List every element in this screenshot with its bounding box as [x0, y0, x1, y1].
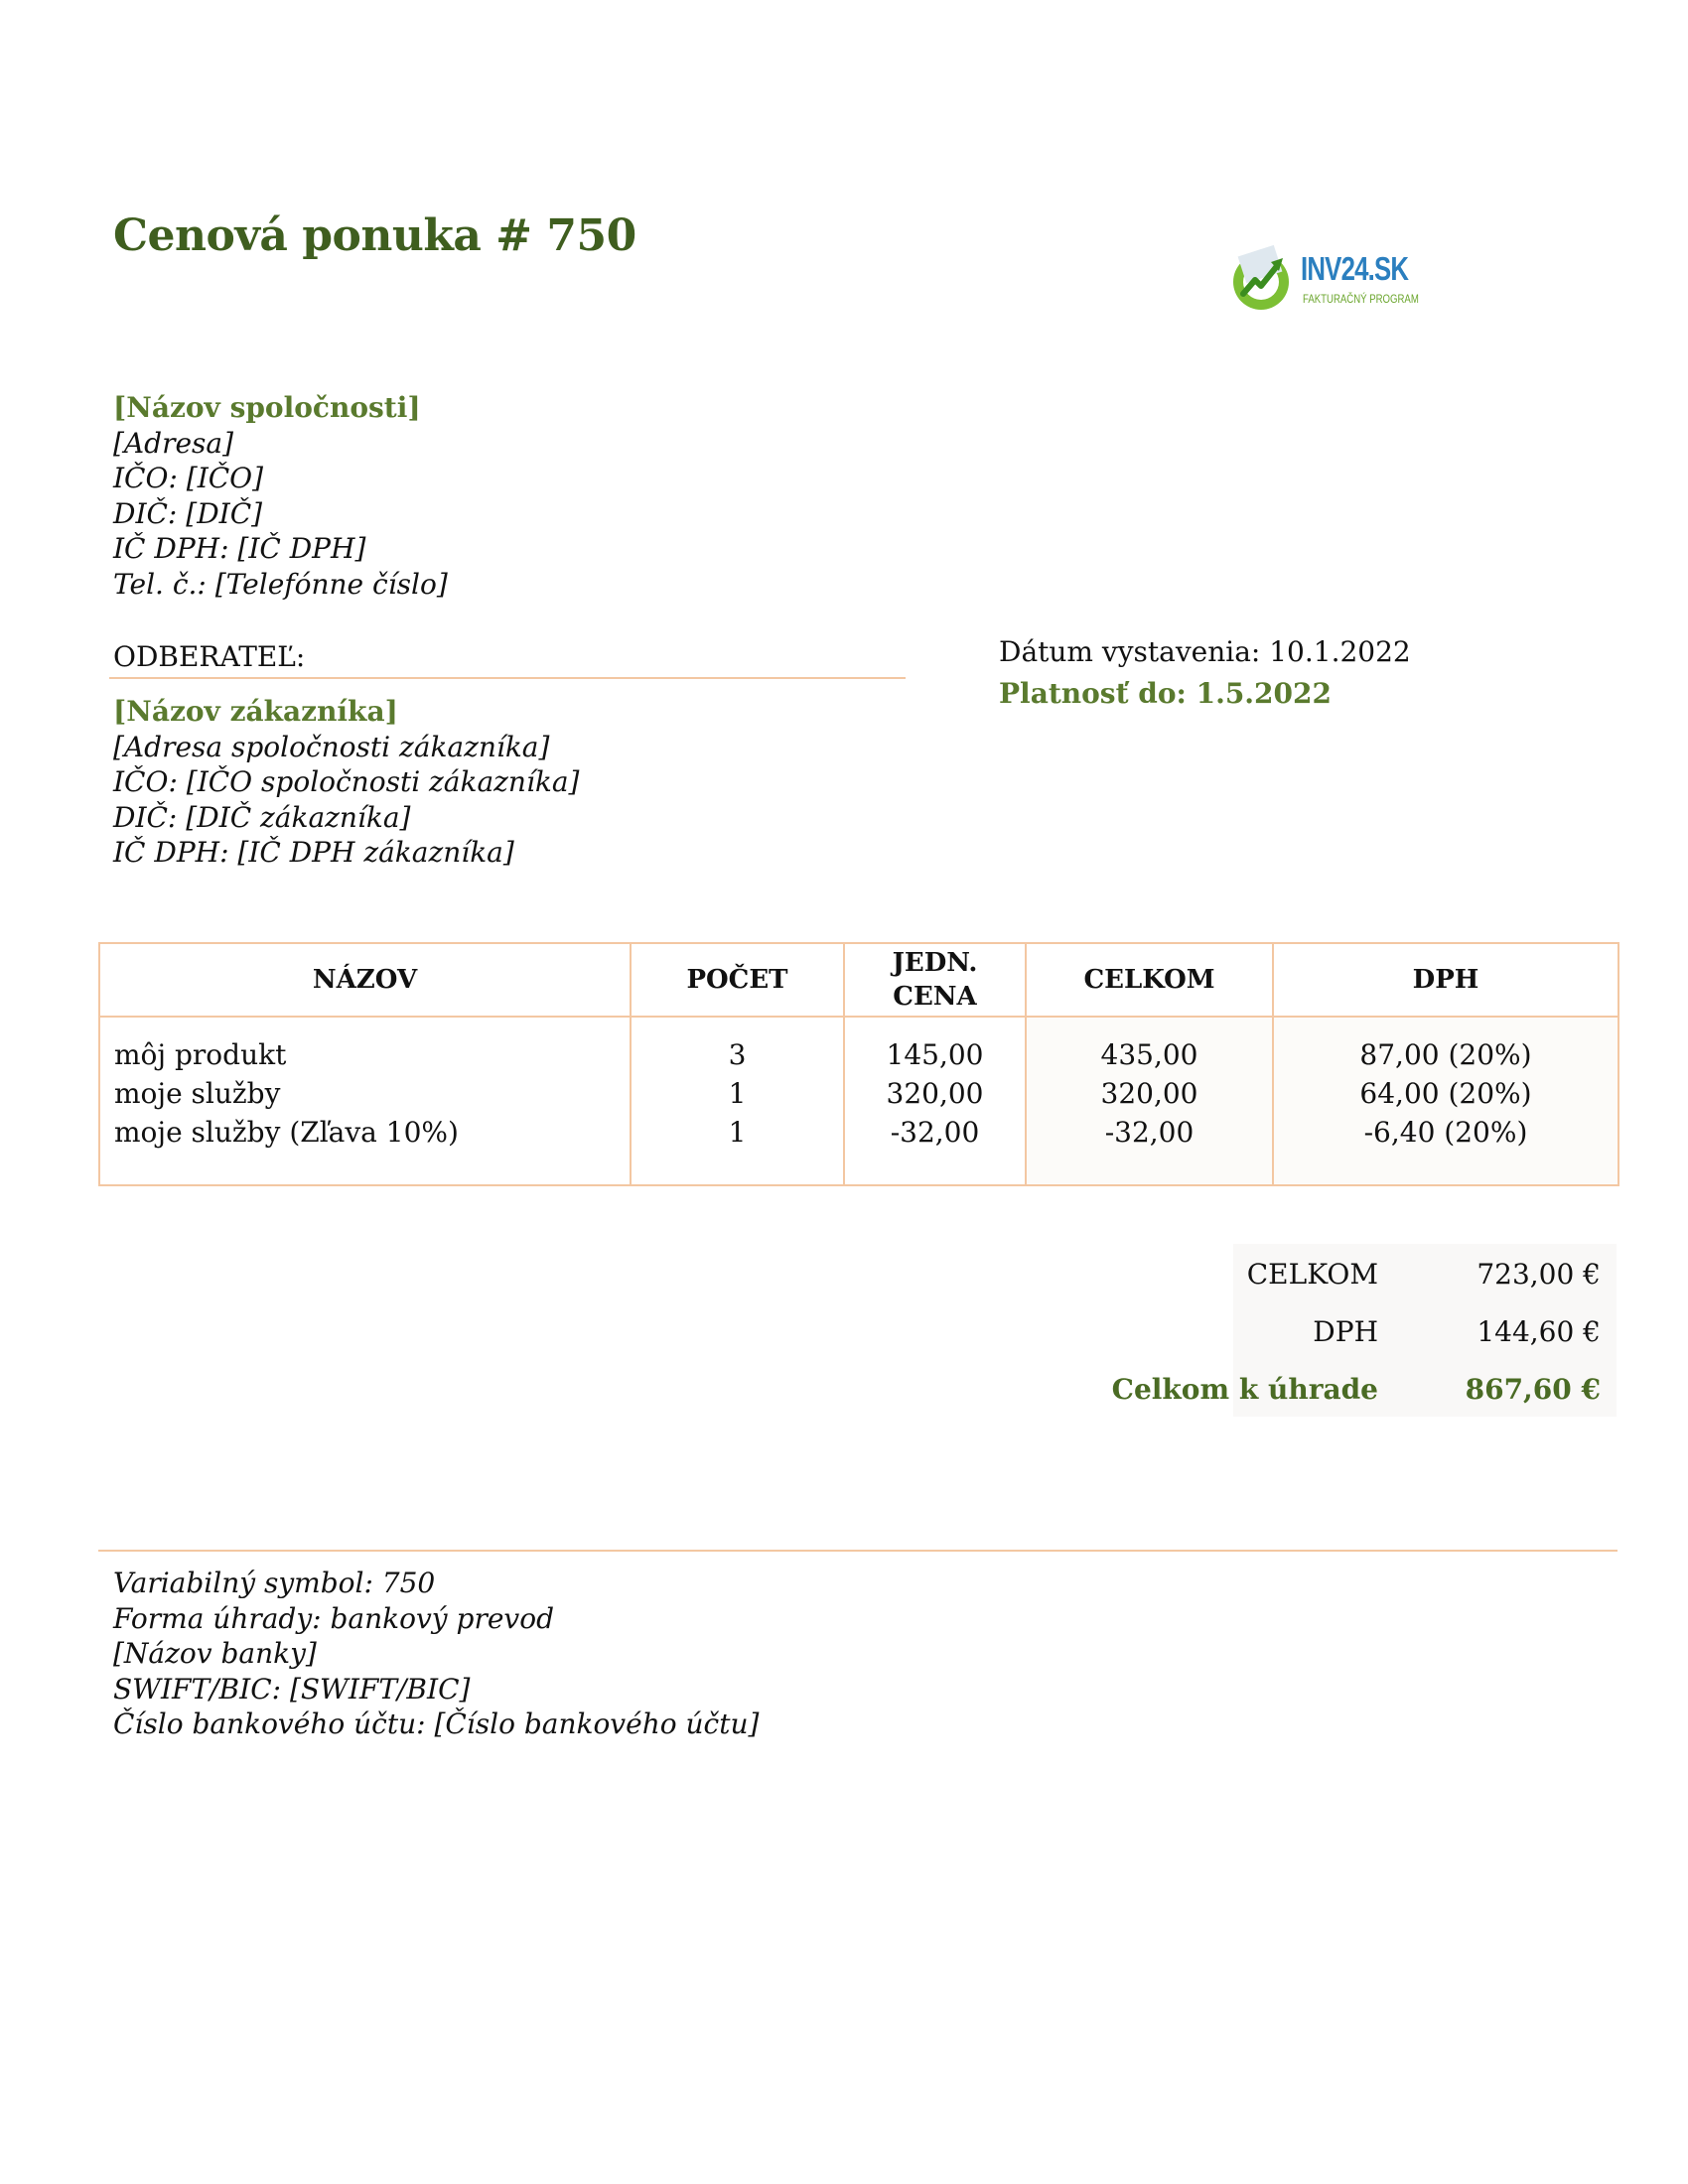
logo-tagline: FAKTURAČNÝ PROGRAM: [1303, 292, 1419, 306]
dates-block: [999, 631, 1411, 715]
customer-dic: DIČ: [DIČ zákazníka]: [113, 800, 411, 834]
totals-block: [953, 1244, 1617, 1417]
supplier-address: [Adresa]: [113, 426, 234, 460]
variable-symbol: Variabilný symbol: 750: [113, 1567, 436, 1599]
table-row: [99, 1017, 1618, 1185]
items-table: [98, 942, 1619, 1186]
swift-bic: SWIFT/BIC: [SWIFT/BIC]: [113, 1672, 471, 1706]
item-vat: 64,00 (20%): [1359, 1077, 1532, 1110]
item-total: 320,00: [1100, 1077, 1198, 1110]
grand-total-value: 867,60 €: [1465, 1373, 1601, 1406]
valid-until: Platnosť do: 1.5.2022: [999, 677, 1332, 710]
item-qty: 1: [728, 1116, 747, 1149]
subtotal-value: 723,00 €: [1477, 1258, 1601, 1291]
subtotal-row: [953, 1244, 1617, 1301]
item-name: môj produkt: [114, 1038, 287, 1071]
supplier-name: [Názov spoločnosti]: [113, 391, 421, 424]
item-qty: 3: [728, 1038, 747, 1071]
item-unit-price: -32,00: [890, 1116, 980, 1149]
bank-name: [Názov banky]: [113, 1637, 317, 1670]
customer-ico: IČO: [IČO spoločnosti zákazníka]: [113, 765, 580, 798]
item-name: moje služby: [114, 1077, 281, 1110]
supplier-phone: Tel. č.: [Telefónne číslo]: [113, 567, 448, 601]
subtotal-label: CELKOM: [1246, 1258, 1378, 1291]
col-header-qty: POČET: [631, 943, 844, 1017]
grand-total-row: [953, 1359, 1617, 1417]
item-qty: 1: [728, 1077, 747, 1110]
item-vat: 87,00 (20%): [1359, 1038, 1532, 1071]
logo-brand: INV24.SK: [1301, 250, 1409, 287]
col-header-unit-price: JEDN. CENA: [844, 943, 1026, 1017]
item-unit-price: 145,00: [886, 1038, 984, 1071]
col-header-vat: DPH: [1273, 943, 1618, 1017]
col-header-total: CELKOM: [1026, 943, 1273, 1017]
supplier-block: [113, 390, 448, 602]
payment-method: Forma úhrady: bankový prevod: [113, 1601, 554, 1635]
bank-account: Číslo bankového účtu: [Číslo bankového účtu]: [113, 1707, 760, 1740]
document-title: Cenová ponuka # 750: [113, 210, 636, 261]
customer-label: ODBERATEĽ:: [113, 640, 306, 673]
supplier-dic: DIČ: [DIČ]: [113, 496, 263, 530]
payment-block: [113, 1566, 759, 1742]
supplier-icdph: IČ DPH: [IČ DPH]: [113, 532, 366, 565]
company-logo: [1227, 244, 1419, 314]
item-unit-price: 320,00: [886, 1077, 984, 1110]
vat-label: DPH: [1313, 1315, 1378, 1348]
grand-total-label: Celkom k úhrade: [1111, 1373, 1378, 1406]
vat-row: [953, 1301, 1617, 1359]
item-vat: -6,40 (20%): [1363, 1116, 1528, 1149]
vat-value: 144,60 €: [1477, 1315, 1601, 1348]
footer-divider: [98, 1550, 1618, 1552]
customer-address: [Adresa spoločnosti zákazníka]: [113, 730, 550, 763]
item-total: -32,00: [1104, 1116, 1195, 1149]
customer-icdph: IČ DPH: [IČ DPH zákazníka]: [113, 836, 514, 869]
table-header-row: [99, 943, 1618, 1017]
customer-divider: [109, 677, 906, 679]
issue-date: Dátum vystavenia: 10.1.2022: [999, 635, 1411, 668]
customer-name: [Názov zákazníka]: [113, 695, 398, 728]
supplier-ico: IČO: [IČO]: [113, 462, 264, 494]
col-header-name: NÁZOV: [99, 943, 631, 1017]
customer-block: [113, 694, 579, 871]
item-name: moje služby (Zľava 10%): [114, 1116, 459, 1149]
item-total: 435,00: [1100, 1038, 1198, 1071]
logo-emblem-icon: [1227, 244, 1297, 314]
